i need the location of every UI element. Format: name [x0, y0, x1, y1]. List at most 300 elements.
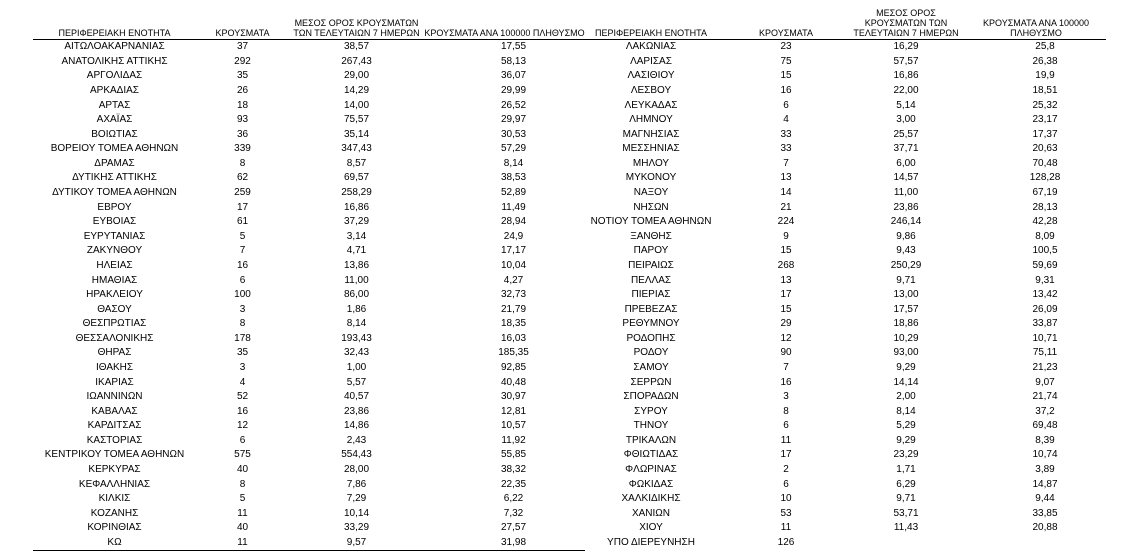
- per100k-cell: [966, 536, 1106, 551]
- per100k-cell: 36,07: [500, 70, 527, 82]
- per100k-cell: 3,89: [1035, 464, 1055, 476]
- region-cell: ΑΙΤΩΛΟΑΚΑΡΝΑΝΙΑΣ: [64, 41, 165, 53]
- per100k-cell: 21,79: [500, 303, 527, 315]
- per100k-cell: 38,53: [500, 172, 527, 184]
- per100k-cell: 8,14: [503, 157, 524, 169]
- avg7-cell: 193,43: [341, 332, 372, 344]
- per100k-cell: 8,39: [1035, 434, 1055, 446]
- per100k-cell: 70,48: [1032, 157, 1058, 169]
- region-cell: ΕΥΒΟΙΑΣ: [92, 216, 137, 228]
- cases-cell: 11: [196, 536, 289, 551]
- region-cell: ΑΡΤΑΣ: [98, 99, 131, 111]
- cases-cell: 5: [239, 493, 246, 505]
- region-cell: ΛΕΥΚΑΔΑΣ: [624, 99, 678, 111]
- table-row: [33, 230, 585, 245]
- per100k-cell: 100,5: [1032, 245, 1058, 257]
- avg7-cell: 93,00: [893, 347, 919, 359]
- avg7-cell: 347,43: [341, 143, 372, 155]
- per100k-cell: 22,35: [500, 478, 527, 490]
- avg7-cell: 9,43: [896, 245, 916, 257]
- table-row: [576, 463, 1106, 478]
- avg7-cell: 57,57: [893, 55, 919, 67]
- avg7-cell: 10,29: [893, 332, 919, 344]
- per100k-cell: 25,32: [1032, 99, 1058, 111]
- region-cell: ΧΑΛΚΙΔΙΚΗΣ: [621, 493, 681, 505]
- cases-cell: 61: [236, 216, 249, 228]
- table-row: [576, 404, 1106, 419]
- table-row: [33, 434, 585, 449]
- avg7-cell: 28,00: [343, 464, 370, 476]
- right-header-row: [576, 0, 1106, 40]
- avg7-cell: 9,86: [896, 230, 916, 242]
- table-row: [33, 507, 585, 522]
- cases-cell: 100: [234, 289, 251, 301]
- avg7-cell: 6,00: [896, 157, 916, 169]
- avg7-cell: 8,14: [896, 405, 916, 417]
- table-row: [576, 361, 1106, 376]
- region-cell: ΘΕΣΣΑΛΟΝΙΚΗΣ: [75, 332, 154, 344]
- avg7-cell: 10,14: [343, 507, 370, 519]
- table-row: [576, 84, 1106, 99]
- cases-cell: 75: [780, 55, 792, 67]
- table-row: [576, 390, 1106, 405]
- per100k-cell: 25,8: [1035, 41, 1055, 53]
- table-row: [576, 288, 1106, 303]
- table-row: [33, 536, 585, 551]
- region-cell: ΙΘΑΚΗΣ: [95, 362, 134, 373]
- avg7-cell: 13,86: [343, 259, 370, 271]
- per100k-cell: 38,32: [500, 464, 527, 476]
- region-cell: ΖΑΚΥΝΘΟΥ: [86, 245, 143, 257]
- region-cell: ΠΙΕΡΙΑΣ: [631, 289, 671, 301]
- avg7-cell: 2,43: [346, 434, 367, 446]
- cases-cell: 15: [780, 70, 792, 82]
- table-row: [33, 244, 585, 259]
- per100k-cell: 128,28: [1029, 172, 1061, 184]
- per100k-cell: 17,37: [1032, 128, 1058, 140]
- region-cell: ΣΠΟΡΑΔΩΝ: [623, 391, 679, 403]
- per100k-cell: 7,32: [503, 507, 524, 519]
- avg7-cell: 75,57: [343, 114, 370, 126]
- region-cell: ΗΜΑΘΙΑΣ: [91, 274, 138, 286]
- avg7-cell: 9,29: [896, 434, 916, 446]
- cases-cell: 14: [780, 187, 792, 199]
- table-row: [576, 259, 1106, 274]
- avg7-cell: 11,43: [893, 522, 919, 534]
- cases-cell: 17: [780, 449, 792, 461]
- region-cell: ΠΕΙΡΑΙΩΣ: [628, 259, 674, 271]
- per100k-cell: 59,69: [1032, 259, 1058, 271]
- cases-cell: 90: [780, 347, 792, 359]
- cases-cell: 3: [239, 362, 246, 373]
- cases-cell: 11: [780, 434, 792, 446]
- region-cell: ΛΑΡΙΣΑΣ: [630, 55, 672, 67]
- cases-cell: 6: [783, 420, 789, 432]
- region-cell: ΠΡΕΒΕΖΑΣ: [624, 303, 678, 315]
- per100k-cell: 9,07: [1035, 376, 1055, 388]
- avg7-cell: 9,71: [896, 274, 916, 286]
- table-row: [33, 317, 585, 332]
- cases-cell: 12: [236, 420, 249, 432]
- avg7-cell: 9,29: [896, 362, 916, 373]
- table-row: [33, 40, 585, 55]
- region-cell: ΗΛΕΙΑΣ: [96, 259, 133, 271]
- region-cell: ΚΑΡΔΙΤΣΑΣ: [87, 420, 142, 432]
- region-cell: ΚΟΡΙΝΘΙΑΣ: [87, 522, 142, 534]
- per100k-cell: 26,52: [500, 99, 527, 111]
- table-row: [33, 273, 585, 288]
- region-cell: ΚΕΦΑΛΛΗΝΙΑΣ: [78, 478, 151, 490]
- region-cell: ΥΠΟ ΔΙΕΡΕΥΝΗΣΗ: [607, 536, 695, 548]
- table-row: [33, 171, 585, 186]
- per100k-cell: 28,94: [500, 216, 527, 228]
- right-cases-table: [576, 0, 1106, 550]
- cases-cell: 40: [236, 522, 249, 534]
- per100k-cell: 29,99: [500, 85, 527, 97]
- region-cell: ΣΥΡΟΥ: [634, 405, 668, 417]
- region-cell: ΠΑΡΟΥ: [633, 245, 669, 257]
- region-cell: ΕΥΡΥΤΑΝΙΑΣ: [83, 230, 146, 242]
- cases-cell: 8: [239, 157, 246, 169]
- table-row: [33, 127, 585, 142]
- region-cell: ΙΚΑΡΙΑΣ: [95, 376, 134, 388]
- per100k-cell: 26,09: [1032, 303, 1058, 315]
- cases-cell: 7: [239, 245, 246, 257]
- avg7-cell: 23,86: [343, 405, 370, 417]
- avg7-cell: 14,29: [343, 85, 370, 97]
- region-cell: ΛΗΜΝΟΥ: [629, 114, 673, 126]
- per100k-cell: 14,87: [1032, 478, 1058, 490]
- per100k-cell: 9,44: [1035, 493, 1055, 505]
- region-cell: ΣΑΜΟΥ: [633, 362, 669, 373]
- region-cell: ΚΟΖΑΝΗΣ: [90, 507, 139, 519]
- left-header-row: [33, 0, 585, 40]
- cases-cell: 62: [236, 172, 249, 184]
- cases-cell: 4: [239, 376, 246, 388]
- per100k-cell: 20,63: [1032, 143, 1058, 155]
- cases-cell: 6: [239, 274, 246, 286]
- table-row: [33, 332, 585, 347]
- table-row: [576, 215, 1106, 230]
- table-row: [33, 390, 585, 405]
- cases-cell: 3: [783, 391, 789, 403]
- table-row: [33, 521, 585, 536]
- table-row: [33, 69, 585, 84]
- table-row: [576, 113, 1106, 128]
- cases-cell: 6: [783, 478, 789, 490]
- region-cell: ΔΥΤΙΚΗΣ ΑΤΤΙΚΗΣ: [72, 172, 157, 184]
- region-cell: ΔΡΑΜΑΣ: [94, 157, 135, 169]
- region-cell: ΛΑΚΩΝΙΑΣ: [625, 41, 677, 53]
- right-header-region: ΠΕΡΙΦΕΡΕΙΑΚΗ ΕΝΟΤΗΤΑ: [576, 0, 726, 40]
- table-row: [33, 463, 585, 478]
- per100k-cell: 26,38: [1032, 55, 1058, 67]
- table-row: [33, 288, 585, 303]
- avg7-cell: 5,29: [896, 420, 916, 432]
- avg7-cell: 14,00: [343, 99, 370, 111]
- left-header-avg7: ΜΕΣΟΣ ΟΡΟΣ ΚΡΟΥΣΜΑΤΩΝ ΤΩΝ ΤΕΛΕΥΤΑΙΩΝ 7 ΗΜΕΡΩΝ: [289, 0, 424, 40]
- region-cell: ΝΑΞΟΥ: [633, 187, 669, 199]
- avg7-cell: 1,86: [346, 303, 367, 315]
- cases-cell: 33: [780, 128, 792, 140]
- region-cell: ΒΟΡΕΙΟΥ ΤΟΜΕΑ ΑΘΗΝΩΝ: [50, 143, 179, 155]
- avg7-cell: 22,00: [893, 85, 919, 97]
- avg7-cell: 23,86: [893, 201, 919, 213]
- avg7-cell: 11,00: [893, 187, 919, 199]
- per100k-cell: 9,31: [1035, 274, 1055, 286]
- avg7-cell: 8,57: [346, 157, 367, 169]
- cases-cell: 7: [783, 157, 789, 169]
- per100k-cell: 30,53: [500, 128, 527, 140]
- region-cell: ΜΗΛΟΥ: [632, 157, 670, 169]
- avg7-cell: 38,57: [343, 41, 370, 53]
- cases-cell: 16: [780, 376, 792, 388]
- per100k-cell: 67,19: [1032, 187, 1058, 199]
- table-row: [33, 142, 585, 157]
- per100k-cell: 11,92: [501, 434, 526, 446]
- table-row: [33, 361, 585, 376]
- table-row: [576, 157, 1106, 172]
- avg7-cell: 3,00: [896, 114, 916, 126]
- cases-cell: 33: [780, 143, 792, 155]
- table-row: [576, 273, 1106, 288]
- table-row: [33, 259, 585, 274]
- avg7-cell: 18,86: [893, 318, 919, 330]
- region-cell: ΒΟΙΩΤΙΑΣ: [91, 128, 138, 140]
- table-row: [576, 419, 1106, 434]
- cases-cell: 292: [234, 55, 251, 67]
- cases-cell: 16: [236, 259, 249, 271]
- per100k-cell: 32,73: [500, 289, 527, 301]
- region-cell: ΦΩΚΙΔΑΣ: [628, 478, 674, 490]
- table-row: [576, 477, 1106, 492]
- per100k-cell: 10,57: [500, 420, 527, 432]
- avg7-cell: 37,29: [343, 216, 370, 228]
- per100k-cell: 23,17: [1032, 114, 1058, 126]
- avg7-cell: 554,43: [341, 449, 372, 461]
- per100k-cell: 8,09: [1035, 230, 1055, 242]
- per100k-cell: 69,48: [1032, 420, 1058, 432]
- region-cell: ΛΑΣΙΘΙΟΥ: [627, 70, 675, 82]
- per100k-cell: 29,97: [500, 114, 527, 126]
- table-row: [33, 346, 585, 361]
- avg7-cell: 86,00: [343, 289, 370, 301]
- per100k-cell: 21,74: [1032, 391, 1058, 403]
- cases-cell: 339: [234, 143, 251, 155]
- region-cell: ΣΕΡΡΩΝ: [630, 376, 672, 388]
- table-row: [576, 55, 1106, 70]
- cases-cell: 53: [780, 507, 792, 519]
- region-cell: ΚΕΝΤΡΙΚΟΥ ΤΟΜΕΑ ΑΘΗΝΩΝ: [44, 449, 185, 461]
- avg7-cell: [846, 536, 966, 551]
- region-cell: ΜΑΓΝΗΣΙΑΣ: [622, 128, 680, 140]
- cases-cell: 126: [777, 536, 795, 548]
- cases-cell: 16: [780, 85, 792, 97]
- region-cell: ΦΘΙΩΤΙΔΑΣ: [623, 449, 679, 461]
- table-row: [33, 477, 585, 492]
- avg7-cell: 1,71: [896, 464, 916, 476]
- per100k-cell: 17,55: [500, 41, 527, 53]
- region-cell: ΑΡΚΑΔΙΑΣ: [90, 85, 139, 97]
- cases-cell: 18: [236, 99, 249, 111]
- right-header-cases: ΚΡΟΥΣΜΑΤΑ: [726, 0, 846, 40]
- region-cell: ΚΙΛΚΙΣ: [98, 493, 131, 505]
- avg7-cell: 250,29: [890, 259, 922, 271]
- table-row: [576, 521, 1106, 536]
- region-cell: ΝΟΤΙΟΥ ΤΟΜΕΑ ΑΘΗΝΩΝ: [590, 216, 712, 228]
- region-cell: ΞΑΝΘΗΣ: [630, 230, 672, 242]
- table-row: [576, 98, 1106, 113]
- cases-cell: 29: [780, 318, 792, 330]
- per100k-cell: 55,85: [500, 449, 527, 461]
- table-row: [576, 230, 1106, 245]
- avg7-cell: 8,14: [346, 318, 367, 330]
- left-cases-table: [33, 0, 585, 551]
- per100k-cell: 19,9: [1035, 70, 1055, 82]
- region-cell: ΛΕΣΒΟΥ: [630, 85, 672, 97]
- avg7-cell: 9,71: [896, 493, 916, 505]
- cases-cell: 35: [236, 347, 249, 359]
- table-row: [576, 142, 1106, 157]
- left-header-region: ΠΕΡΙΦΕΡΕΙΑΚΗ ΕΝΟΤΗΤΑ: [33, 0, 196, 40]
- cases-cell: 9: [783, 230, 789, 242]
- table-row: [33, 448, 585, 463]
- cases-cell: 4: [783, 114, 789, 126]
- avg7-cell: 32,43: [343, 347, 370, 359]
- avg7-cell: 11,00: [344, 274, 369, 286]
- avg7-cell: 9,57: [289, 536, 424, 551]
- per100k-cell: 10,04: [500, 259, 527, 271]
- cases-cell: 10: [780, 493, 792, 505]
- per100k-cell: 6,22: [503, 493, 524, 505]
- region-cell: ΜΕΣΣΗΝΙΑΣ: [622, 143, 680, 155]
- table-row: [576, 40, 1106, 55]
- region-cell: ΝΗΣΩΝ: [633, 201, 669, 213]
- table-row: [576, 492, 1106, 507]
- cases-cell: 2: [783, 464, 789, 476]
- right-header-per100k: ΚΡΟΥΣΜΑΤΑ ΑΝΑ 100000 ΠΛΗΘΥΣΜΟ: [966, 0, 1106, 40]
- avg7-cell: 4,71: [346, 245, 367, 257]
- avg7-cell: 23,29: [893, 449, 919, 461]
- avg7-cell: 40,57: [343, 391, 370, 403]
- region-cell: ΦΛΩΡΙΝΑΣ: [625, 464, 677, 476]
- cases-cell: 6: [239, 434, 246, 446]
- region-cell: ΤΡΙΚΑΛΩΝ: [625, 434, 677, 446]
- cases-cell: 15: [780, 303, 792, 315]
- cases-cell: 13: [780, 274, 792, 286]
- per100k-cell: 11,49: [501, 201, 526, 213]
- cases-cell: 15: [780, 245, 792, 257]
- table-row: [33, 157, 585, 172]
- cases-cell: 178: [234, 332, 251, 344]
- table-row: [576, 507, 1106, 522]
- avg7-cell: 14,57: [893, 172, 919, 184]
- left-header-cases: ΚΡΟΥΣΜΑΤΑ: [196, 0, 289, 40]
- table-row: [576, 332, 1106, 347]
- cases-cell: 575: [234, 449, 251, 461]
- per100k-cell: 58,13: [500, 55, 527, 67]
- avg7-cell: 13,00: [893, 289, 919, 301]
- cases-cell: 8: [783, 405, 789, 417]
- region-cell: ΚΑΒΑΛΑΣ: [91, 405, 138, 417]
- table-row: [576, 171, 1106, 186]
- cases-cell: 36: [236, 128, 249, 140]
- per100k-cell: 33,87: [1032, 318, 1058, 330]
- per100k-cell: 17,17: [500, 245, 527, 257]
- table-row: [33, 492, 585, 507]
- table-row: [33, 186, 585, 201]
- table-row: [576, 69, 1106, 84]
- avg7-cell: 16,86: [343, 201, 370, 213]
- per100k-cell: 185,35: [498, 347, 529, 359]
- per100k-cell: 33,85: [1032, 507, 1058, 519]
- table-row: [576, 346, 1106, 361]
- per100k-cell: 52,89: [500, 187, 527, 199]
- region-cell: ΜΥΚΟΝΟΥ: [625, 172, 677, 184]
- per100k-cell: 4,27: [503, 274, 524, 286]
- region-cell: ΚΑΣΤΟΡΙΑΣ: [86, 434, 143, 446]
- table-row: [576, 127, 1106, 142]
- cases-cell: 35: [236, 70, 249, 82]
- avg7-cell: 246,14: [890, 216, 922, 228]
- per100k-cell: 12,81: [500, 405, 527, 417]
- table-row: [33, 419, 585, 434]
- region-cell: ΧΑΝΙΩΝ: [631, 507, 671, 519]
- table-row: [576, 448, 1106, 463]
- per100k-cell: 24,9: [503, 230, 524, 242]
- right-header-avg7: ΜΕΣΟΣ ΟΡΟΣ ΚΡΟΥΣΜΑΤΩΝ ΤΩΝ ΤΕΛΕΥΤΑΙΩΝ 7 ΗΜΕΡΩΝ: [846, 0, 966, 40]
- avg7-cell: 53,71: [893, 507, 919, 519]
- table-row: [576, 434, 1106, 449]
- table-row: [576, 536, 1106, 551]
- cases-cell: 23: [780, 41, 792, 53]
- per100k-cell: 30,97: [500, 391, 527, 403]
- cases-cell: 6: [783, 99, 789, 111]
- avg7-cell: 1,00: [346, 362, 367, 373]
- region-cell: ΡΟΔΟΠΗΣ: [626, 332, 676, 344]
- per100k-cell: 13,42: [1032, 289, 1058, 301]
- per100k-cell: 31,98: [424, 536, 585, 551]
- cases-cell: 268: [777, 259, 795, 271]
- avg7-cell: 17,57: [893, 303, 919, 315]
- region-cell: ΑΧΑΪΑΣ: [96, 114, 133, 126]
- left-table-body: [33, 40, 585, 551]
- per100k-cell: 27,57: [500, 522, 527, 534]
- region-cell: ΕΒΡΟΥ: [97, 201, 132, 213]
- region-cell: ΑΡΓΟΛΙΔΑΣ: [86, 70, 143, 82]
- per100k-cell: 16,03: [500, 332, 527, 344]
- avg7-cell: 16,29: [893, 41, 919, 53]
- cases-cell: 3: [239, 303, 246, 315]
- region-cell: ΚΕΡΚΥΡΑΣ: [88, 464, 141, 476]
- region-cell: ΠΕΛΛΑΣ: [630, 274, 672, 286]
- cases-cell: 17: [780, 289, 792, 301]
- table-row: [576, 186, 1106, 201]
- table-row: [576, 317, 1106, 332]
- table-row: [576, 200, 1106, 215]
- per100k-cell: 21,23: [1032, 362, 1058, 373]
- table-row: [33, 375, 585, 390]
- cases-cell: 259: [234, 187, 251, 199]
- region-cell: ΡΟΔΟΥ: [633, 347, 669, 359]
- region-cell: ΑΝΑΤΟΛΙΚΗΣ ΑΤΤΙΚΗΣ: [61, 55, 168, 67]
- avg7-cell: 6,29: [896, 478, 916, 490]
- cases-cell: 13: [780, 172, 792, 184]
- cases-cell: 224: [777, 216, 795, 228]
- avg7-cell: 14,86: [343, 420, 370, 432]
- cases-cell: 17: [236, 201, 249, 213]
- cases-cell: 40: [236, 464, 249, 476]
